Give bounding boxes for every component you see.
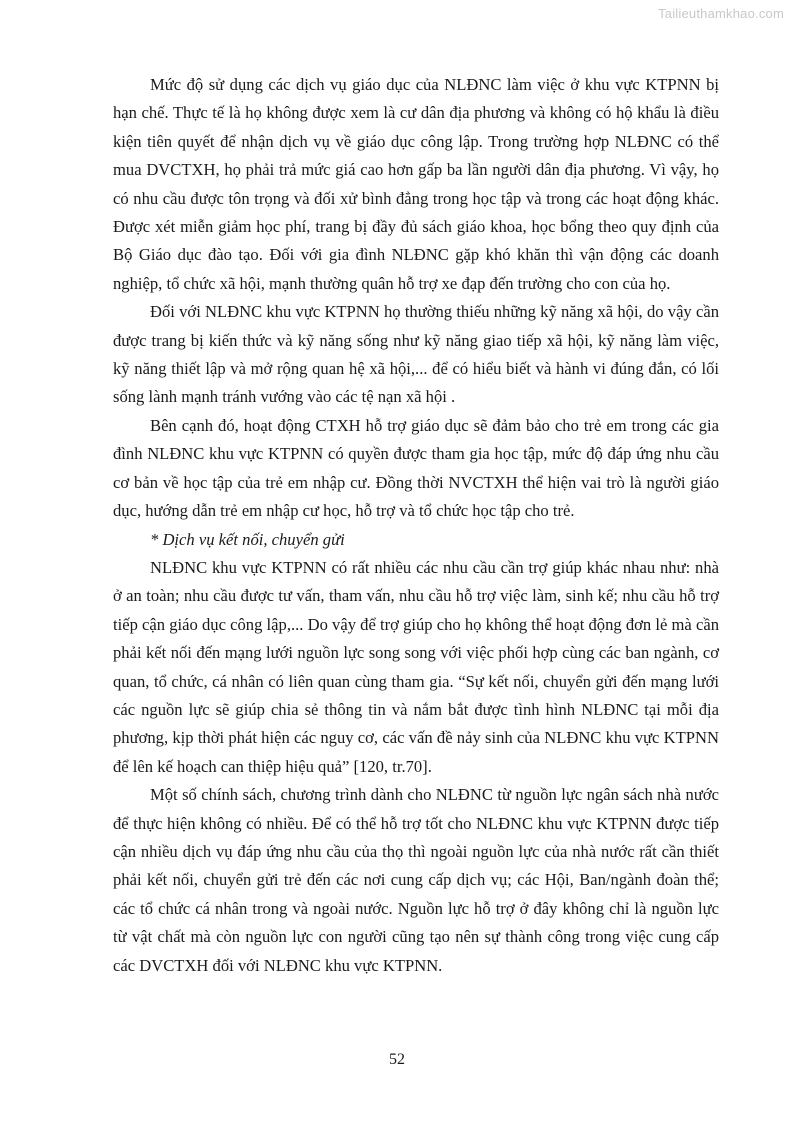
- paragraph-social-skills: Đối với NLĐNC khu vực KTPNN họ thường thiếu những kỹ năng xã hội, do vậy cần được trang bị kiến thức và kỹ năng sống như kỹ năng giao tiếp xã hội, kỹ năng làm việc, kỹ năng thiết lập và mở rộng quan hệ xã hội,... để có hiểu biết và hành vi đúng đắn, có lối sống lành mạnh tránh vướng vào các tệ nạn xã hội .: [113, 302, 719, 407]
- page-number: 52: [389, 1051, 405, 1068]
- paragraph-policies-resources: Một số chính sách, chương trình dành cho NLĐNC từ nguồn lực ngân sách nhà nước để thực hiện không có nhiều. Để có thể hỗ trợ tốt cho NLĐNC khu vực KTPNN được tiếp cận nhiều dịch vụ đáp ứng nhu cầu của thọ thì ngoài nguồn lực của nhà nước rất cần thiết phải kết nối, chuyển gửi trẻ đến các nơi cung cấp dịch vụ; các Hội, Ban/ngành đoàn thể; các tổ chức cá nhân trong và ngoài nước. Nguồn lực hỗ trợ ở đây không chỉ là nguồn lực từ vật chất mà còn nguồn lực con người cũng tạo nên sự thành công trong việc cung cấp các DVCTXH đối với NLĐNC khu vực KTPNN.: [113, 785, 719, 975]
- document-body: [113, 71, 719, 980]
- paragraph-referral-needs: NLĐNC khu vực KTPNN có rất nhiều các nhu cầu cần trợ giúp khác nhau như: nhà ở an toàn; nhu cầu được tư vấn, tham vấn, nhu cầu hỗ trợ việc làm, sinh kế; nhu cầu hỗ trợ tiếp cận giáo dục công lập,... Do vậy để trợ giúp cho họ không thể hoạt động đơn lẻ mà cần phải kết nối đến mạng lưới nguồn lực song song với việc phối hợp cùng các ban ngành, cơ quan, tổ chức, cá nhân có liên quan cùng tham gia. “Sự kết nối, chuyển gửi đến mạng lưới các nguồn lực sẽ giúp chia sẻ thông tin và nắm bắt được tình hình NLĐNC tại mỗi địa phương, kịp thời phát hiện các nguy cơ, các vấn đề nảy sinh của NLĐNC khu vực KTPNN để lên kế hoạch can thiệp hiệu quả” [120, tr.70].: [113, 557, 719, 776]
- paragraph-social-work-education: Bên cạnh đó, hoạt động CTXH hỗ trợ giáo dục sẽ đảm bảo cho trẻ em trong các gia đình NLĐNC khu vực KTPNN có quyền được tham gia học tập, mức độ đáp ứng nhu cầu cơ bản về học tập của trẻ em nhập cư. Đồng thời NVCTXH thể hiện vai trò là người giáo dục, hướng dẫn trẻ em nhập cư học, hỗ trợ và tổ chức học tập cho trẻ.: [113, 415, 719, 521]
- watermark-text: Tailieuthamkhao.com: [658, 6, 784, 21]
- paragraph-education-usage: Mức độ sử dụng các dịch vụ giáo dục của NLĐNC làm việc ở khu vực KTPNN bị hạn chế. Thực tế là họ không được xem là cư dân địa phương và không có hộ khẩu là điều kiện tiên quyết để nhận dịch vụ về giáo dục công lập. Trong trường hợp NLĐNC có thể mua DVCTXH, họ phải trả mức giá cao hơn gấp ba lần người dân địa phương. Vì vậy, họ có nhu cầu được tôn trọng và đối xử bình đẳng trong học tập và trong các hoạt động khác. Được xét miễn giảm học phí, trang bị đầy đủ sách giáo khoa, học bổng theo quy định của Bộ Giáo dục đào tạo. Đối với gia đình NLĐNC gặp khó khăn thì vận động các doanh nghiệp, tổ chức xã hội, mạnh thường quân hỗ trợ xe đạp đến trường cho con của họ.: [113, 75, 719, 293]
- section-heading-referral-service: * Dịch vụ kết nối, chuyển gửi: [150, 529, 345, 549]
